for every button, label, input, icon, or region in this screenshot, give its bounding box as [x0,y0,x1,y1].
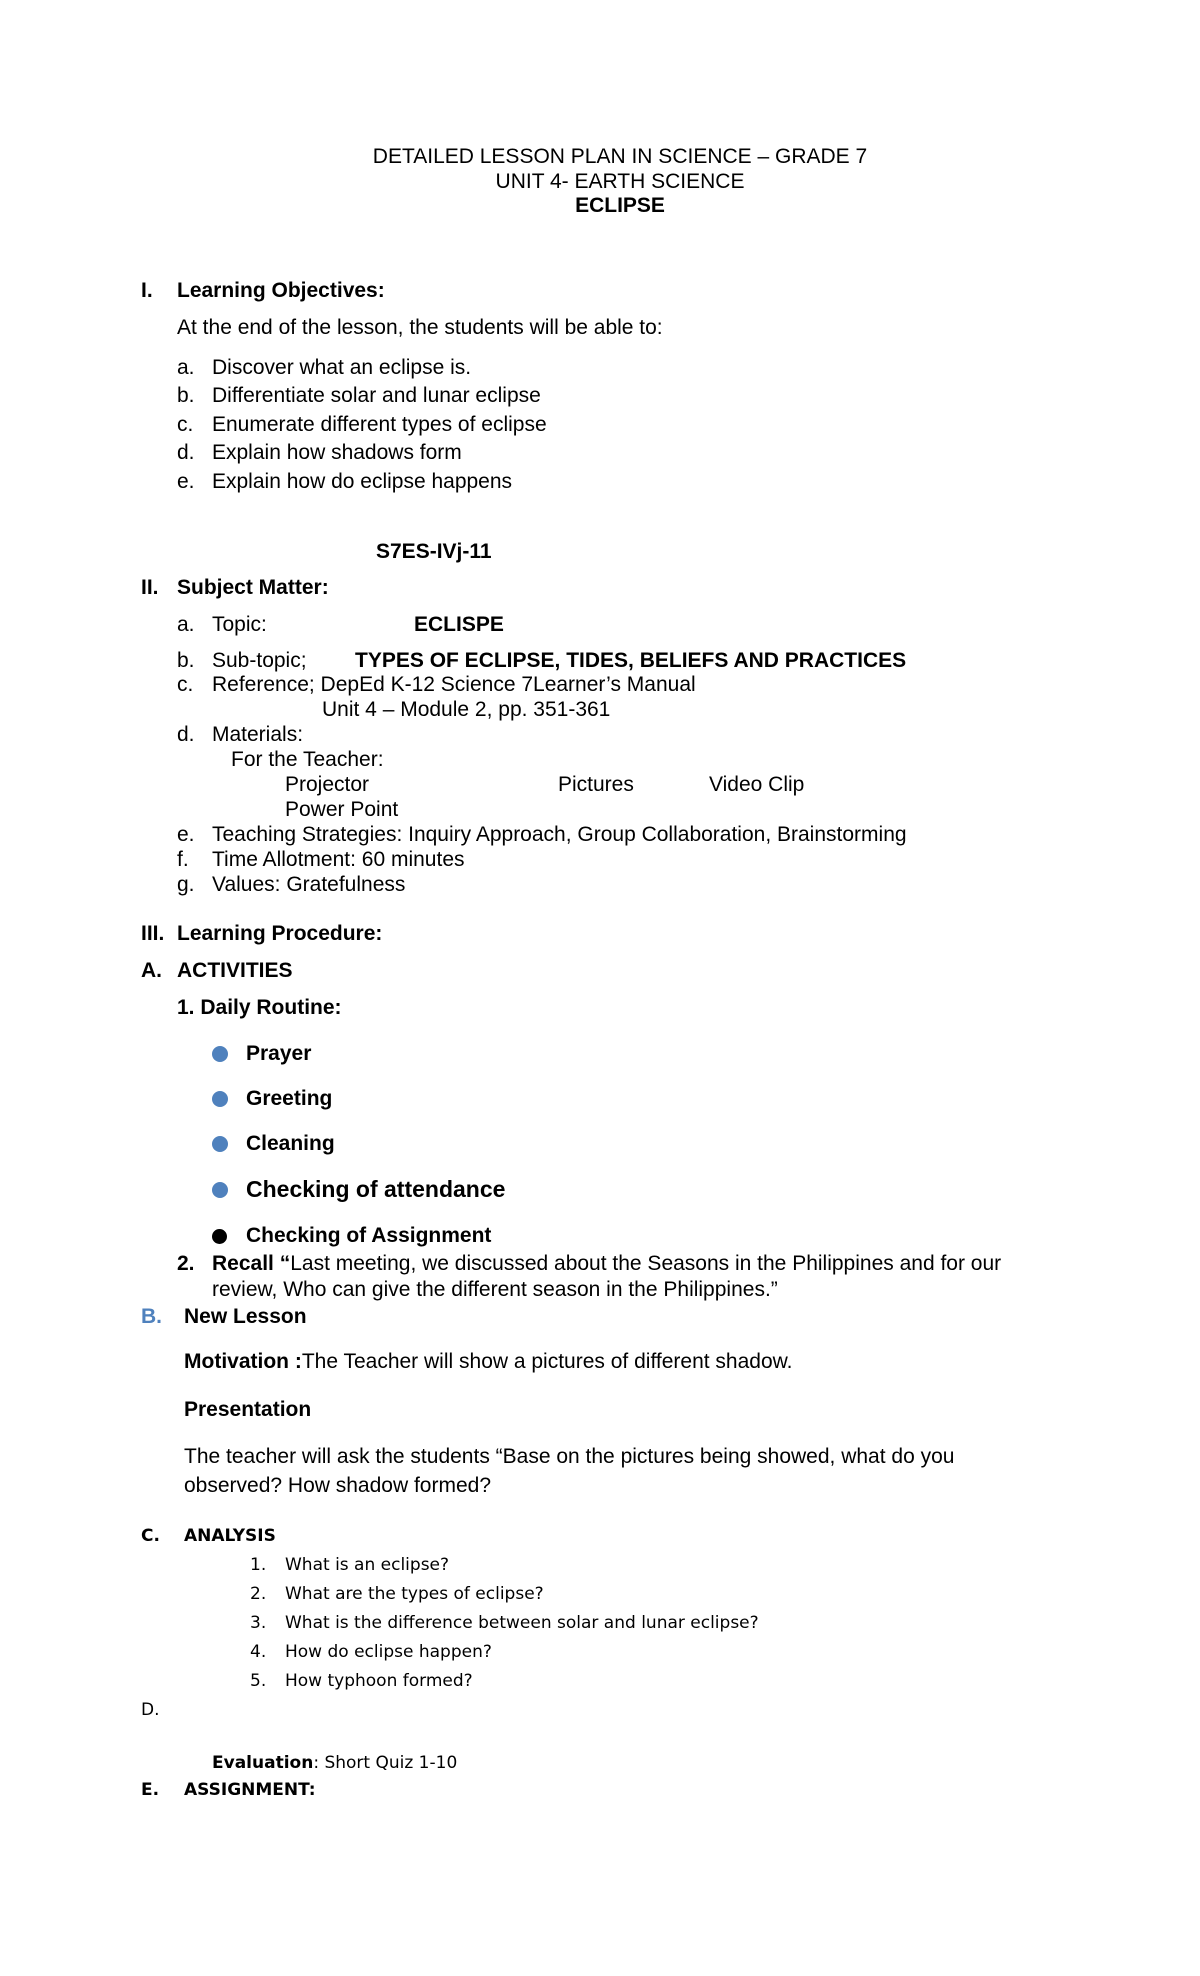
subject-letter: d. [177,723,195,746]
analysis-num: 1. [250,1555,267,1575]
analysis-question: How typhoon formed? [285,1671,473,1691]
title-line-1: DETAILED LESSON PLAN IN SCIENCE – GRADE 7 [372,145,868,168]
values-text: Values: Gratefulness [212,873,406,896]
title-line-2: UNIT 4- EARTH SCIENCE [495,170,745,193]
routine-item: Cleaning [246,1132,335,1155]
analysis-num: 2. [250,1584,267,1604]
routine-item: Prayer [246,1042,312,1065]
subject-letter: b. [177,649,195,672]
analysis-num: 5. [250,1671,267,1691]
section-letter-a: A. [141,959,162,982]
routine-item: Greeting [246,1087,333,1110]
motivation-paragraph [184,1350,793,1374]
objective-letter: a. [177,356,195,379]
title-line-3: ECLIPSE [575,194,665,217]
section-letter-b: B. [141,1305,162,1328]
objectives-intro: At the end of the lesson, the students will be able to: [177,316,663,339]
subject-letter: f. [177,848,189,871]
analysis-question: What are the types of eclipse? [285,1584,544,1604]
bullet-icon [212,1182,228,1198]
section-numeral-i: I. [141,279,153,302]
objective-letter: d. [177,441,195,464]
analysis-title: ANALYSIS [184,1526,276,1546]
reference-text: Reference; DepEd K-12 Science 7Learner’s Manual [212,673,696,696]
section-numeral-iii: III. [141,922,165,945]
materials-label: Materials: [212,723,304,746]
objective-item: Differentiate solar and lunar eclipse [212,384,541,407]
recall-text-line2: review, Who can give the different season in the Philippines.” [212,1278,778,1301]
section-title-subject: Subject Matter: [177,576,329,599]
recall-number: 2. [177,1252,195,1275]
competency-code: S7ES-IVj-11 [376,540,492,563]
section-title-objectives: Learning Objectives: [177,279,385,302]
objective-item: Discover what an eclipse is. [212,356,472,379]
analysis-question: What is an eclipse? [285,1555,450,1575]
evaluation-line [212,1752,457,1774]
routine-item: Checking of attendance [246,1176,506,1202]
section-letter-e: E. [141,1780,160,1800]
recall-paragraph [212,1252,1001,1276]
subject-letter: g. [177,873,195,896]
topic-value: ECLISPE [414,613,504,636]
recall-text: Last meeting, we discussed about the Seasons in the Philippines and for our [290,1252,1002,1275]
presentation-text-line1: The teacher will ask the students “Base on the pictures being showed, what do you [184,1445,955,1468]
objective-item: Enumerate different types of eclipse [212,413,547,436]
time-allotment: Time Allotment: 60 minutes [212,848,465,871]
material-pictures: Pictures [558,773,634,796]
subject-letter: e. [177,823,195,846]
teaching-strategies: Teaching Strategies: Inquiry Approach, Group Collaboration, Brainstorming [212,823,907,846]
evaluation-label: Evaluation [212,1753,314,1773]
presentation-title: Presentation [184,1398,312,1421]
motivation-text: The Teacher will show a pictures of different shadow. [301,1350,793,1373]
analysis-num: 4. [250,1642,267,1662]
presentation-text-line2: observed? How shadow formed? [184,1474,492,1497]
new-lesson-title: New Lesson [184,1305,307,1328]
objective-item: Explain how do eclipse happens [212,470,513,493]
bullet-icon [212,1046,228,1062]
analysis-num: 3. [250,1613,267,1633]
section-numeral-ii: II. [141,576,159,599]
objective-item: Explain how shadows form [212,441,462,464]
analysis-question: How do eclipse happen? [285,1642,492,1662]
daily-routine-title: 1. Daily Routine: [177,996,342,1019]
motivation-label: Motivation : [184,1350,302,1373]
for-teacher-label: For the Teacher: [231,748,384,771]
section-letter-d: D. [141,1700,160,1720]
objective-letter: b. [177,384,195,407]
activities-title: ACTIVITIES [177,959,293,982]
routine-item: Checking of Assignment [246,1224,492,1247]
analysis-question: What is the difference between solar and lunar eclipse? [285,1613,759,1633]
subject-letter: a. [177,613,195,636]
bullet-icon [212,1136,228,1152]
section-title-procedure: Learning Procedure: [177,922,383,945]
bullet-icon [212,1229,227,1244]
material-projector: Projector [285,773,370,796]
objective-letter: c. [177,413,194,436]
subtopic-label: Sub-topic; [212,649,307,672]
material-power-point: Power Point [285,798,399,821]
bullet-icon [212,1091,228,1107]
recall-label: Recall “ [212,1252,291,1275]
section-letter-c: C. [141,1526,160,1546]
subject-letter: c. [177,673,194,696]
objective-letter: e. [177,470,195,493]
material-video-clip: Video Clip [709,773,805,796]
reference-text-line2: Unit 4 – Module 2, pp. 351-361 [322,698,611,721]
evaluation-text: : Short Quiz 1-10 [313,1753,458,1773]
assignment-title: ASSIGNMENT: [184,1780,316,1800]
topic-label: Topic: [212,613,267,636]
subtopic-value: TYPES OF ECLIPSE, TIDES, BELIEFS AND PRACTICES [355,649,907,672]
